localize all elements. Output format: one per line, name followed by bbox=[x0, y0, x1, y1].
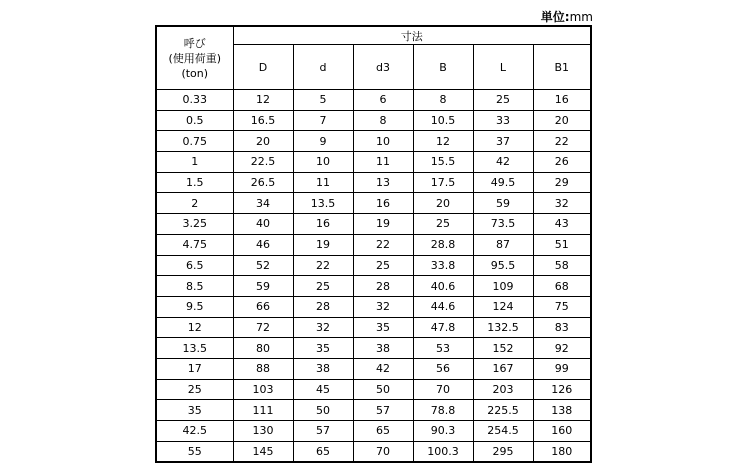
cell-L: 124 bbox=[473, 296, 533, 317]
cell-B1: 160 bbox=[533, 421, 591, 442]
cell-L: 203 bbox=[473, 379, 533, 400]
cell-D: 80 bbox=[233, 338, 293, 359]
cell-D: 52 bbox=[233, 255, 293, 276]
cell-nominal: 0.75 bbox=[156, 131, 233, 152]
cell-B: 8 bbox=[413, 90, 473, 111]
cell-D: 34 bbox=[233, 193, 293, 214]
cell-d3: 50 bbox=[353, 379, 413, 400]
cell-d3: 11 bbox=[353, 152, 413, 173]
cell-B: 70 bbox=[413, 379, 473, 400]
cell-B: 100.3 bbox=[413, 441, 473, 462]
cell-B: 56 bbox=[413, 358, 473, 379]
cell-D: 16.5 bbox=[233, 110, 293, 131]
cell-B: 40.6 bbox=[413, 276, 473, 297]
cell-d: 7 bbox=[293, 110, 353, 131]
nominal-header-line2: (使用荷重) bbox=[168, 51, 222, 65]
cell-L: 225.5 bbox=[473, 400, 533, 421]
cell-nominal: 42.5 bbox=[156, 421, 233, 442]
column-header-B: B bbox=[413, 45, 473, 90]
cell-D: 40 bbox=[233, 214, 293, 235]
cell-d: 22 bbox=[293, 255, 353, 276]
cell-d: 32 bbox=[293, 317, 353, 338]
cell-B: 17.5 bbox=[413, 172, 473, 193]
cell-L: 95.5 bbox=[473, 255, 533, 276]
table-row bbox=[156, 255, 591, 276]
cell-L: 132.5 bbox=[473, 317, 533, 338]
table-row bbox=[156, 296, 591, 317]
cell-d3: 28 bbox=[353, 276, 413, 297]
nominal-header bbox=[156, 26, 233, 90]
cell-nominal: 35 bbox=[156, 400, 233, 421]
table-row bbox=[156, 317, 591, 338]
cell-D: 72 bbox=[233, 317, 293, 338]
cell-nominal: 0.5 bbox=[156, 110, 233, 131]
column-header-d: d bbox=[293, 45, 353, 90]
header-row-group bbox=[156, 26, 591, 45]
cell-nominal: 2 bbox=[156, 193, 233, 214]
cell-B1: 126 bbox=[533, 379, 591, 400]
table-body bbox=[156, 90, 591, 463]
cell-L: 167 bbox=[473, 358, 533, 379]
cell-B: 78.8 bbox=[413, 400, 473, 421]
table-row bbox=[156, 234, 591, 255]
cell-D: 111 bbox=[233, 400, 293, 421]
cell-d: 9 bbox=[293, 131, 353, 152]
table-row bbox=[156, 400, 591, 421]
unit-label-text: 単位: bbox=[540, 10, 570, 24]
table-row bbox=[156, 131, 591, 152]
column-header-D: D bbox=[233, 45, 293, 90]
cell-d: 45 bbox=[293, 379, 353, 400]
table-row bbox=[156, 214, 591, 235]
cell-B: 15.5 bbox=[413, 152, 473, 173]
cell-d: 10 bbox=[293, 152, 353, 173]
cell-D: 88 bbox=[233, 358, 293, 379]
cell-d: 11 bbox=[293, 172, 353, 193]
cell-B: 10.5 bbox=[413, 110, 473, 131]
cell-nominal: 6.5 bbox=[156, 255, 233, 276]
cell-d: 28 bbox=[293, 296, 353, 317]
cell-B1: 26 bbox=[533, 152, 591, 173]
cell-D: 103 bbox=[233, 379, 293, 400]
cell-B1: 32 bbox=[533, 193, 591, 214]
cell-B1: 83 bbox=[533, 317, 591, 338]
cell-d3: 25 bbox=[353, 255, 413, 276]
cell-B: 53 bbox=[413, 338, 473, 359]
table-row bbox=[156, 358, 591, 379]
cell-D: 145 bbox=[233, 441, 293, 462]
cell-d3: 22 bbox=[353, 234, 413, 255]
cell-nominal: 12 bbox=[156, 317, 233, 338]
cell-d3: 35 bbox=[353, 317, 413, 338]
cell-B1: 51 bbox=[533, 234, 591, 255]
cell-d3: 42 bbox=[353, 358, 413, 379]
cell-d3: 10 bbox=[353, 131, 413, 152]
cell-L: 33 bbox=[473, 110, 533, 131]
table-row bbox=[156, 193, 591, 214]
cell-B1: 180 bbox=[533, 441, 591, 462]
unit-label bbox=[541, 8, 593, 25]
cell-nominal: 17 bbox=[156, 358, 233, 379]
cell-B: 47.8 bbox=[413, 317, 473, 338]
cell-B1: 22 bbox=[533, 131, 591, 152]
cell-D: 20 bbox=[233, 131, 293, 152]
cell-D: 46 bbox=[233, 234, 293, 255]
nominal-header-line1: 呼び bbox=[183, 36, 206, 50]
table-row bbox=[156, 441, 591, 462]
cell-nominal: 8.5 bbox=[156, 276, 233, 297]
cell-d: 13.5 bbox=[293, 193, 353, 214]
cell-nominal: 25 bbox=[156, 379, 233, 400]
nominal-header-line3: (ton) bbox=[181, 66, 209, 80]
cell-L: 42 bbox=[473, 152, 533, 173]
cell-B1: 43 bbox=[533, 214, 591, 235]
cell-B1: 92 bbox=[533, 338, 591, 359]
table-row bbox=[156, 110, 591, 131]
cell-d: 38 bbox=[293, 358, 353, 379]
cell-L: 73.5 bbox=[473, 214, 533, 235]
cell-L: 295 bbox=[473, 441, 533, 462]
cell-B: 90.3 bbox=[413, 421, 473, 442]
column-header-B1: B1 bbox=[533, 45, 591, 90]
cell-nominal: 55 bbox=[156, 441, 233, 462]
cell-D: 59 bbox=[233, 276, 293, 297]
cell-B: 28.8 bbox=[413, 234, 473, 255]
table-row bbox=[156, 152, 591, 173]
cell-B: 33.8 bbox=[413, 255, 473, 276]
cell-d: 57 bbox=[293, 421, 353, 442]
column-header-d3: d3 bbox=[353, 45, 413, 90]
cell-D: 26.5 bbox=[233, 172, 293, 193]
table-row bbox=[156, 172, 591, 193]
cell-d3: 16 bbox=[353, 193, 413, 214]
cell-L: 59 bbox=[473, 193, 533, 214]
cell-d: 16 bbox=[293, 214, 353, 235]
cell-d3: 8 bbox=[353, 110, 413, 131]
cell-d: 25 bbox=[293, 276, 353, 297]
cell-nominal: 9.5 bbox=[156, 296, 233, 317]
dimension-group-header: 寸法 bbox=[233, 26, 591, 45]
cell-d3: 32 bbox=[353, 296, 413, 317]
table-row bbox=[156, 276, 591, 297]
cell-nominal: 13.5 bbox=[156, 338, 233, 359]
cell-B1: 20 bbox=[533, 110, 591, 131]
table-row bbox=[156, 421, 591, 442]
cell-D: 12 bbox=[233, 90, 293, 111]
cell-L: 87 bbox=[473, 234, 533, 255]
cell-B: 25 bbox=[413, 214, 473, 235]
cell-D: 66 bbox=[233, 296, 293, 317]
table-row bbox=[156, 90, 591, 111]
cell-B: 20 bbox=[413, 193, 473, 214]
cell-nominal: 1 bbox=[156, 152, 233, 173]
cell-L: 109 bbox=[473, 276, 533, 297]
cell-d: 50 bbox=[293, 400, 353, 421]
cell-L: 25 bbox=[473, 90, 533, 111]
cell-L: 49.5 bbox=[473, 172, 533, 193]
cell-nominal: 1.5 bbox=[156, 172, 233, 193]
cell-d3: 57 bbox=[353, 400, 413, 421]
cell-B: 12 bbox=[413, 131, 473, 152]
cell-B1: 68 bbox=[533, 276, 591, 297]
cell-nominal: 4.75 bbox=[156, 234, 233, 255]
cell-B1: 99 bbox=[533, 358, 591, 379]
column-header-L: L bbox=[473, 45, 533, 90]
cell-B1: 58 bbox=[533, 255, 591, 276]
unit-value: mm bbox=[569, 10, 593, 24]
cell-d3: 65 bbox=[353, 421, 413, 442]
cell-L: 37 bbox=[473, 131, 533, 152]
cell-L: 152 bbox=[473, 338, 533, 359]
table-row bbox=[156, 338, 591, 359]
dimension-table bbox=[155, 25, 592, 463]
cell-d3: 6 bbox=[353, 90, 413, 111]
table-row bbox=[156, 379, 591, 400]
cell-d3: 38 bbox=[353, 338, 413, 359]
cell-d: 5 bbox=[293, 90, 353, 111]
cell-B: 44.6 bbox=[413, 296, 473, 317]
cell-d: 19 bbox=[293, 234, 353, 255]
cell-d: 65 bbox=[293, 441, 353, 462]
cell-B1: 16 bbox=[533, 90, 591, 111]
cell-nominal: 0.33 bbox=[156, 90, 233, 111]
cell-d3: 70 bbox=[353, 441, 413, 462]
cell-B1: 75 bbox=[533, 296, 591, 317]
cell-nominal: 3.25 bbox=[156, 214, 233, 235]
cell-B1: 138 bbox=[533, 400, 591, 421]
cell-B1: 29 bbox=[533, 172, 591, 193]
cell-D: 130 bbox=[233, 421, 293, 442]
cell-d3: 13 bbox=[353, 172, 413, 193]
cell-d3: 19 bbox=[353, 214, 413, 235]
cell-D: 22.5 bbox=[233, 152, 293, 173]
cell-d: 35 bbox=[293, 338, 353, 359]
cell-L: 254.5 bbox=[473, 421, 533, 442]
